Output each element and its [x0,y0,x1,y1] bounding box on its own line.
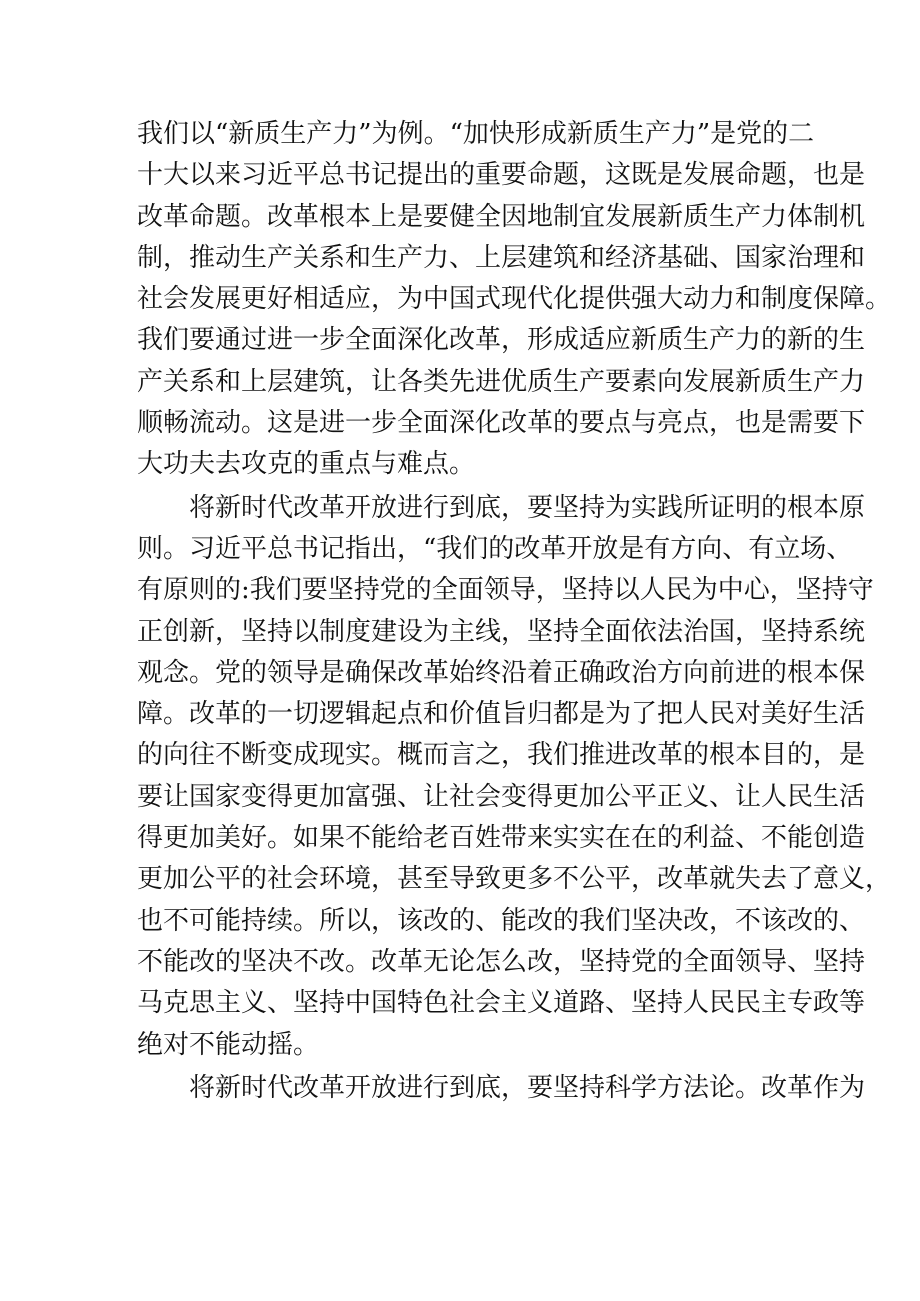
text-line: 马克思主义、坚持中国特色社会主义道路、坚持人民民主专政等 [137,988,866,1019]
text-line: 的向往不断变成现实。概而言之，我们推进改革的根本目的，是 [137,740,866,771]
text-line: 制，推动生产关系和生产力、上层建筑和经济基础、国家治理和 [137,242,866,273]
paragraph-3 [137,1068,866,1109]
text-line: 大功夫去攻克的重点与难点。 [137,449,476,480]
text-line: 顺畅流动。这是进一步全面深化改革的要点与亮点，也是需要下 [137,408,866,439]
text-line: 我们要通过进一步全面深化改革，形成适应新质生产力的新的生 [137,325,866,356]
text-line: 十大以来习近平总书记提出的重要命题，这既是发展命题，也是 [137,160,866,191]
document-body [137,114,892,1109]
text-line: 正创新，坚持以制度建设为主线，坚持全面依法治国，坚持系统 [137,616,866,647]
text-line: 障。改革的一切逻辑起点和价值旨归都是为了把人民对美好生活 [137,699,866,730]
text-line: 将新时代改革开放进行到底，要坚持科学方法论。改革作为 [137,1072,866,1103]
text-line: 有原则的:我们要坚持党的全面领导，坚持以人民为中心，坚持守 [137,575,874,606]
text-line: 得更加美好。如果不能给老百姓带来实实在在的利益、不能创造 [137,823,866,854]
text-line: 将新时代改革开放进行到底，要坚持为实践所证明的根本原 [137,492,866,523]
text-line: 不能改的坚决不改。改革无论怎么改，坚持党的全面领导、坚持 [137,946,866,977]
text-line: 要让国家变得更加富强、让社会变得更加公平正义、让人民生活 [137,781,866,812]
text-line: 产关系和上层建筑，让各类先进优质生产要素向发展新质生产力 [137,366,866,397]
text-line: 改革命题。改革根本上是要健全因地制宜发展新质生产力体制机 [137,201,866,232]
text-line: 绝对不能动摇。 [137,1029,320,1060]
text-line: 社会发展更好相适应，为中国式现代化提供强大动力和制度保障。 [137,284,892,315]
text-line: 也不可能持续。所以，该改的、能改的我们坚决改，不该改的、 [137,905,866,936]
text-line: 则。习近平总书记指出，“我们的改革开放是有方向、有立场、 [137,533,853,564]
paragraph-2 [137,488,892,1066]
paragraph-1 [137,114,892,486]
text-line: 观念。党的领导是确保改革始终沿着正确政治方向前进的根本保 [137,657,866,688]
text-line: 更加公平的社会环境，甚至导致更多不公平，改革就失去了意义， [137,864,892,895]
text-line: 我们以“新质生产力”为例。“加快形成新质生产力”是党的二 [137,119,815,149]
